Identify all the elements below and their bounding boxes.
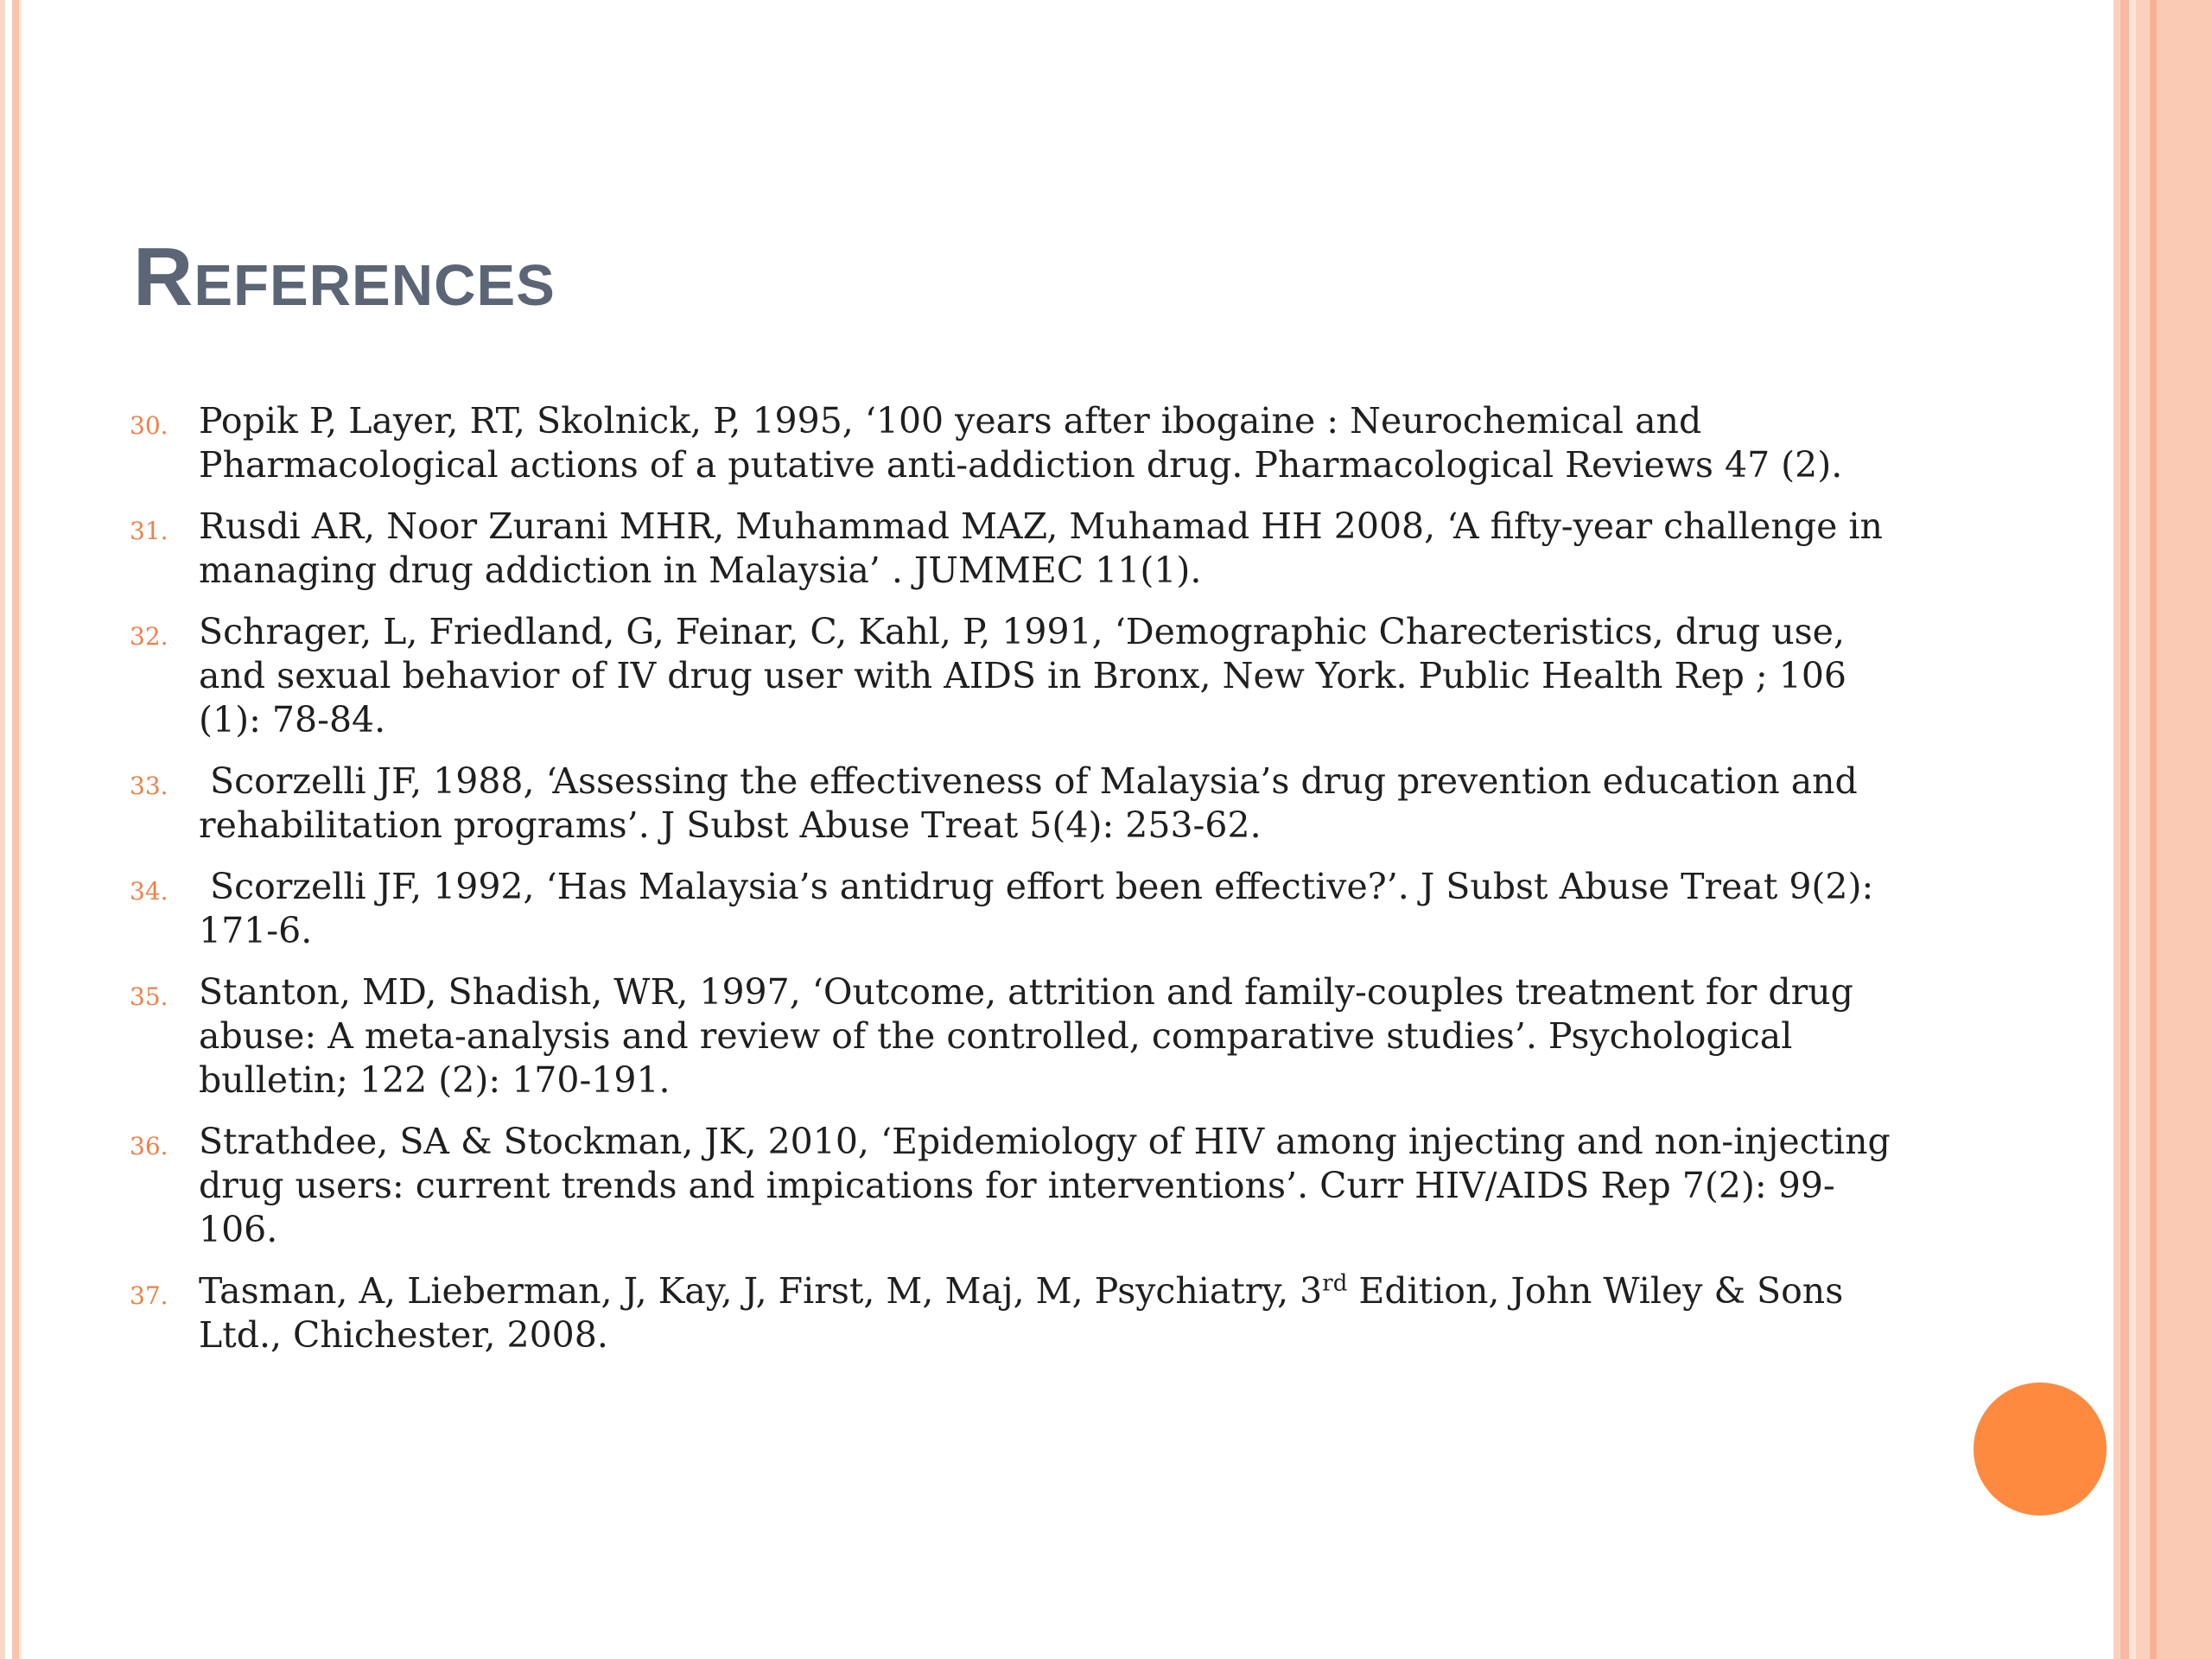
reference-number: 34. bbox=[130, 877, 168, 906]
right-decor-stripe bbox=[2129, 0, 2136, 1659]
reference-number: 36. bbox=[130, 1132, 168, 1160]
reference-number: 33. bbox=[130, 772, 168, 800]
orange-circle-decor bbox=[1974, 1382, 2107, 1516]
reference-text: Schrager, L, Friedland, G, Feinar, C, Kahl, P, 1991, ‘Demographic Charecteristics, drug use, and sexual behavior of IV drug user with AIDS in Bronx, New York. Public Health Rep ; 106 (1): 78-84. bbox=[199, 611, 1847, 741]
left-decor-stripe bbox=[19, 0, 22, 1659]
reference-number: 32. bbox=[130, 622, 168, 651]
reference-text: Strathdee, SA & Stockman, JK, 2010, ‘Epidemiology of HIV among injecting and non-injecting drug users: current trends and impications for interventions’. Curr HIV/AIDS Rep 7(2): 99-106. bbox=[199, 1121, 1891, 1250]
reference-text: Stanton, MD, Shadish, WR, 1997, ‘Outcome, attrition and family-couples treatment for drug abuse: A meta-analysis and review of the controlled, comparative studies’. Psychological bulletin; 122 (2): 170-191. bbox=[199, 971, 1853, 1101]
reference-text: Rusdi AR, Noor Zurani MHR, Muhammad MAZ, Muhamad HH 2008, ‘A fifty-year challenge in managing drug addiction in Malaysia’ . JUMMEC 11(1). bbox=[199, 505, 1883, 591]
left-decor-stripe bbox=[0, 0, 5, 1659]
left-decor-stripe bbox=[12, 0, 19, 1659]
reference-item bbox=[130, 970, 1910, 1103]
reference-item bbox=[130, 610, 1910, 742]
right-decor-stripe bbox=[2120, 0, 2129, 1659]
reference-number: 30. bbox=[130, 411, 168, 440]
reference-item bbox=[130, 865, 1910, 953]
reference-list bbox=[130, 399, 1910, 1375]
reference-item bbox=[130, 399, 1910, 487]
right-decor-stripe bbox=[2157, 0, 2212, 1659]
reference-text bbox=[199, 1269, 1910, 1357]
slide-title: References bbox=[133, 231, 556, 323]
reference-number: 31. bbox=[130, 517, 168, 545]
reference-text: Scorzelli JF, 1992, ‘Has Malaysia’s antidrug effort been effective?’. J Subst Abuse Treat 9(2): 171-6. bbox=[199, 866, 1885, 951]
reference-number: 37. bbox=[130, 1281, 168, 1310]
ordinal-superscript: rd bbox=[1322, 1270, 1348, 1297]
right-decor-stripe bbox=[2136, 0, 2150, 1659]
reference-item bbox=[130, 760, 1910, 848]
reference-text-part: Tasman, A, Lieberman, J, Kay, J, First, M, Maj, M, Psychiatry, 3 bbox=[199, 1270, 1323, 1312]
reference-item bbox=[130, 1269, 1910, 1357]
reference-text: Popik P, Layer, RT, Skolnick, P, 1995, ‘100 years after ibogaine : Neurochemical and Pharmacological actions of a putative anti-addiction drug. Pharmacological Reviews 47 (2). bbox=[199, 400, 1843, 486]
reference-text-part: Edition, John Wiley & Sons Ltd., Chichester, 2008. bbox=[199, 1270, 1844, 1356]
right-decor-stripe bbox=[2150, 0, 2157, 1659]
reference-item bbox=[130, 1120, 1910, 1252]
reference-number: 35. bbox=[130, 982, 168, 1011]
right-decor-stripe bbox=[2113, 0, 2120, 1659]
reference-text: Scorzelli JF, 1988, ‘Assessing the effectiveness of Malaysia’s drug prevention education and rehabilitation programs’. J Subst Abuse Treat 5(4): 253-62. bbox=[199, 760, 1869, 846]
reference-item bbox=[130, 505, 1910, 593]
